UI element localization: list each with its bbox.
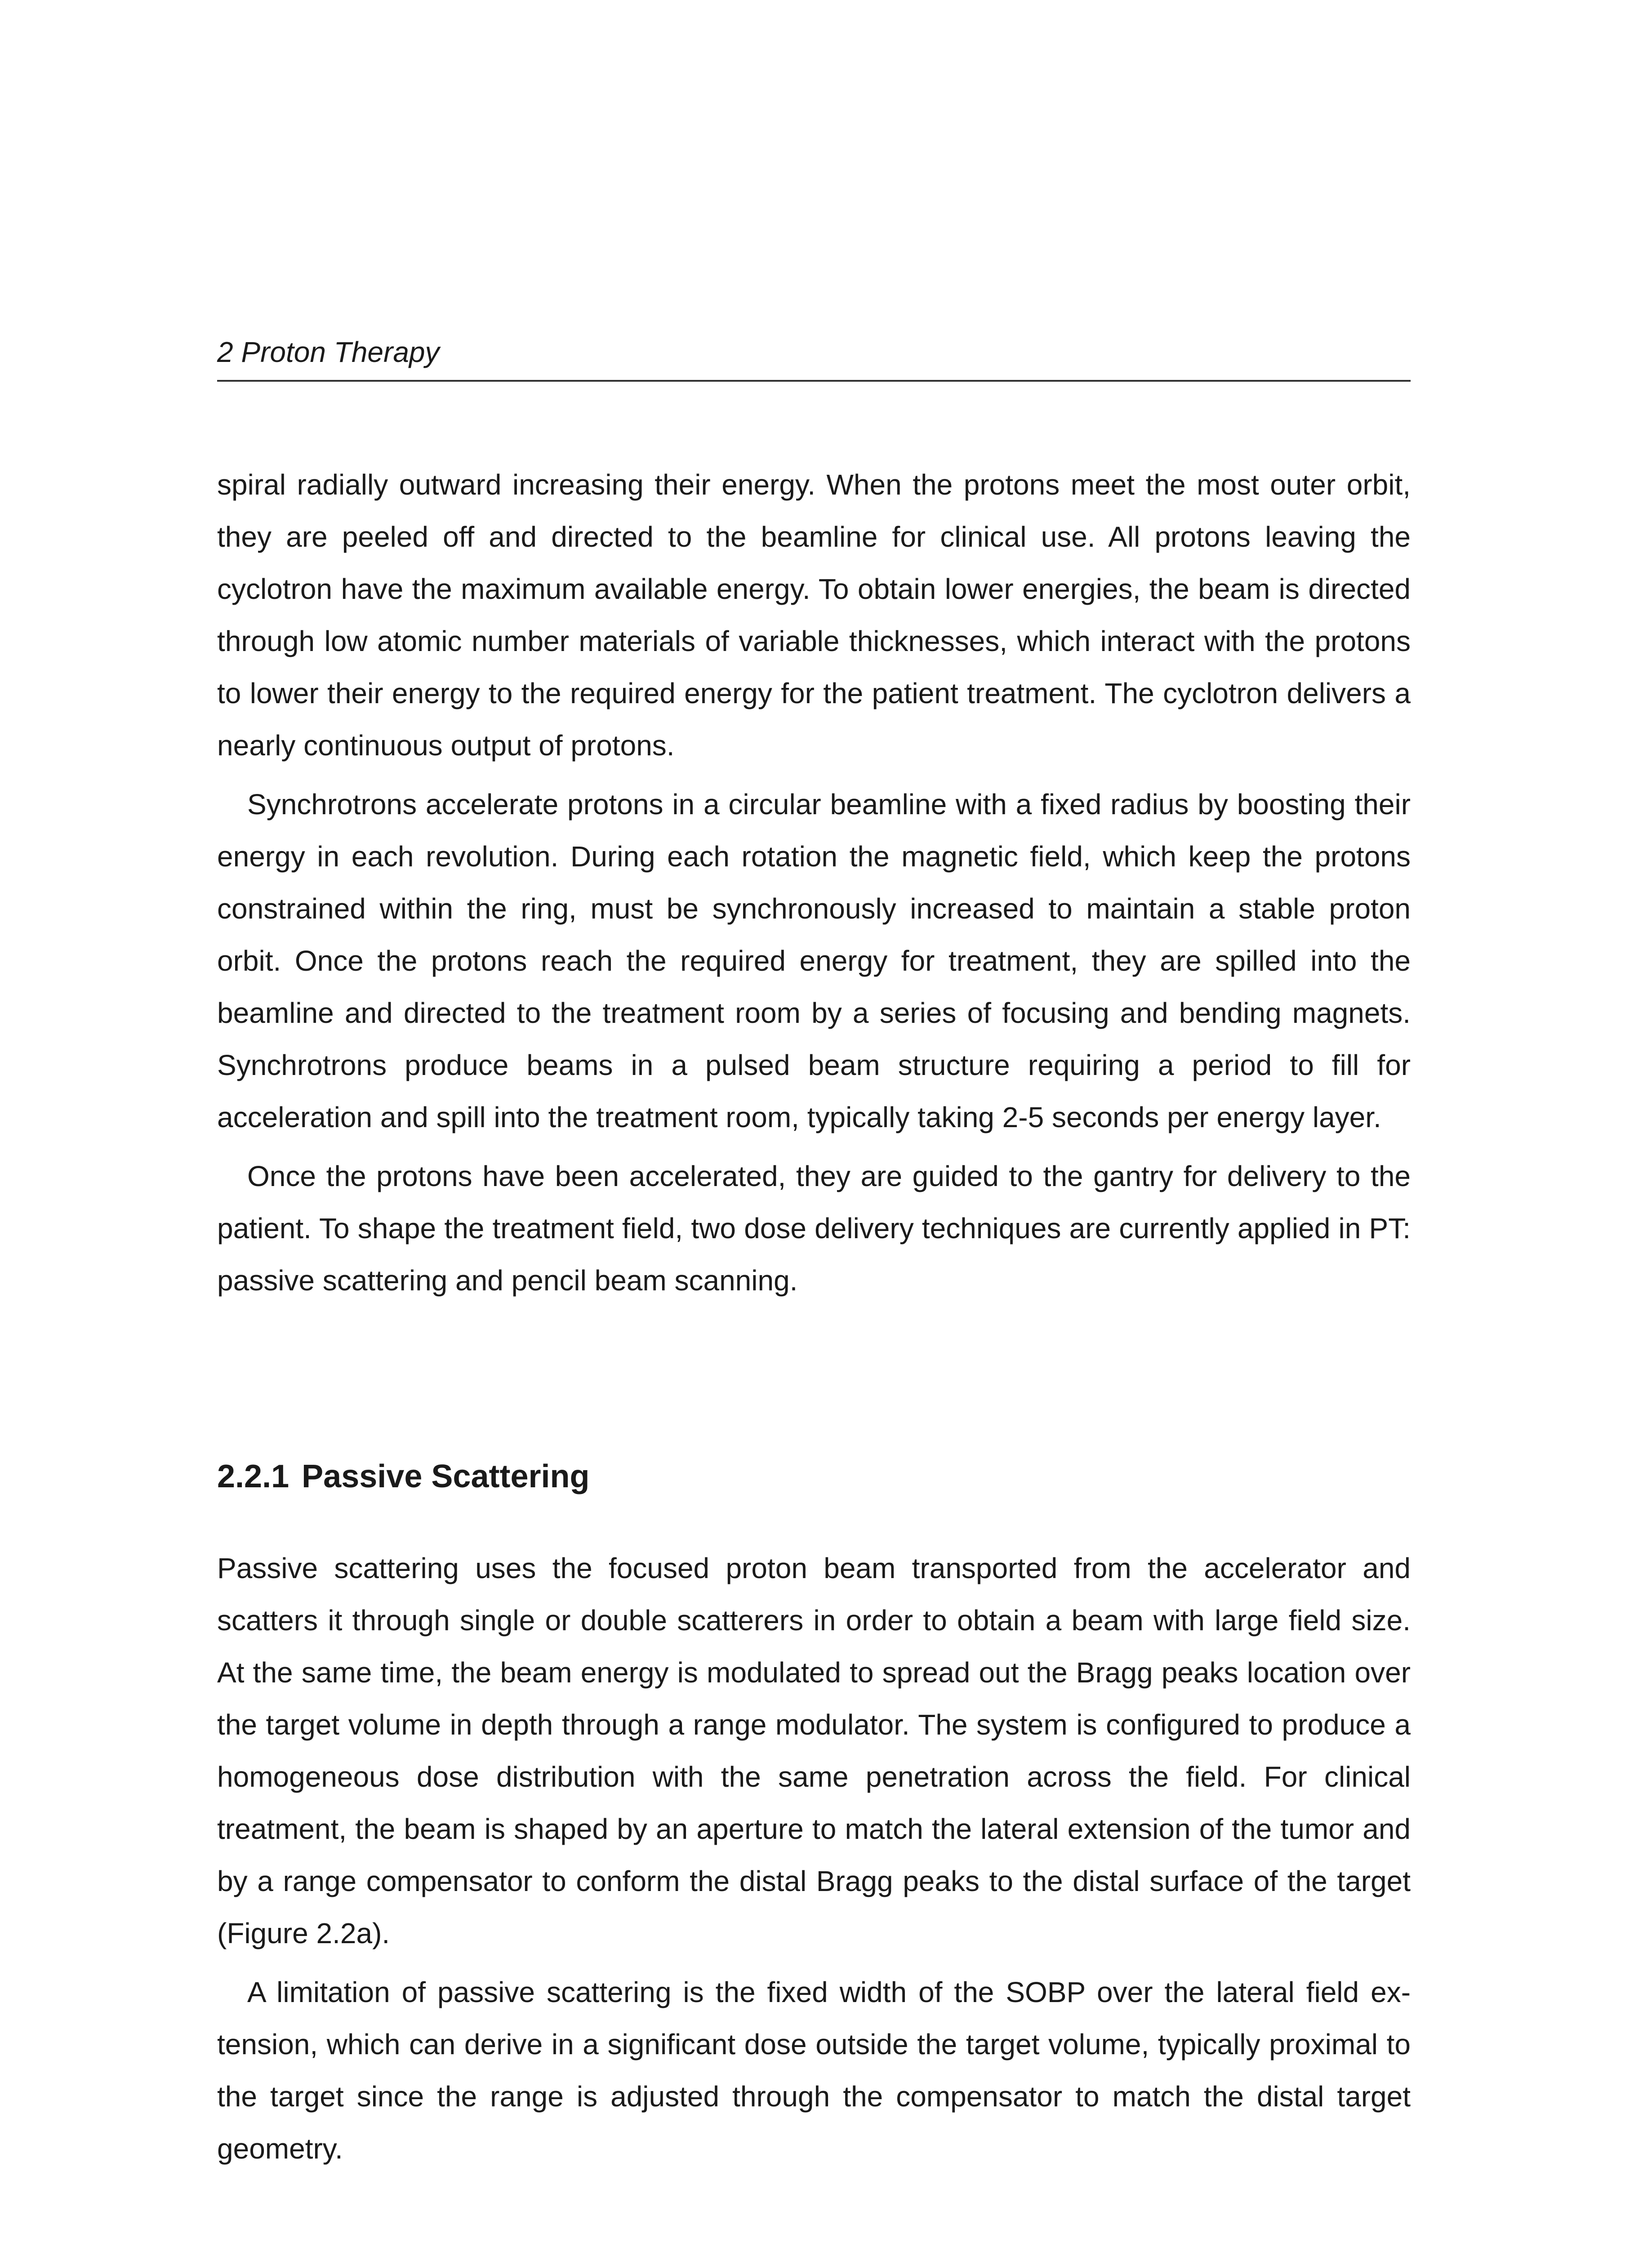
- paragraph: spiral radially outward increasing their energy. When the protons meet the most outer orbit, they are peeled off and directed to the beamline for clinical use. All protons leaving the cyclotron have the maximum available energy. To obtain lower energies, the beam is directed through low atomic number materials of variable thicknesses, which interact with the protons to lower their energy to the required energy for the patient treatment. The cyclotron delivers a nearly continuous output of protons.: [217, 468, 1411, 762]
- running-header: 2 Proton Therapy: [217, 336, 440, 368]
- section-number: 2.2.1: [217, 1459, 289, 1494]
- section-title: Passive Scattering: [302, 1459, 590, 1494]
- header-rule: [217, 380, 1411, 382]
- paragraph: Passive scattering uses the focused proton beam transported from the accelerator and scatters it through single or double scatterers in order to obtain a beam with large field size. At the same time, the beam energy is modulated to spread out the Bragg peaks location over the target volume in depth through a range modulator. The system is configured to produce a homogeneous dose distribution with the same penetration across the field. For clinical treatment, the beam is shaped by an aperture to match the lateral extension of the tumor and by a range compensator to conform the distal Bragg peaks to the distal surface of the target (Figure 2.2a).: [217, 1552, 1411, 1949]
- paragraph: Synchrotrons accelerate protons in a circular beamline with a fixed radius by boosting their energy in each revolution. During each rotation the magnetic field, which keep the protons constrained within the ring, must be synchronously increased to maintain a stable proton orbit. Once the protons reach the required energy for treatment, they are spilled into the beamline and directed to the treatment room by a series of focusing and bending magnets. Synchrotrons produce beams in a pulsed beam structure requiring a period to fill for acceleration and spill into the treatment room, typically taking 2-5 seconds per energy layer.: [217, 788, 1411, 1133]
- paragraph: Once the protons have been accelerated, they are guided to the gantry for delivery to the patient. To shape the treatment field, two dose delivery techniques are currently applied in PT: passive scattering and pencil beam scanning.: [217, 1160, 1411, 1297]
- paragraph: A limitation of passive scattering is the fixed width of the SOBP over the lateral field extension, which can derive in a significant dose outside the target volume, typically proximal to the target since the range is adjusted through the compensator to match the distal target geometry.: [217, 1976, 1411, 2165]
- body-text-after-section: [217, 1542, 1411, 2181]
- body-text-before-section: [217, 459, 1411, 1313]
- section-heading: [217, 1454, 1411, 1499]
